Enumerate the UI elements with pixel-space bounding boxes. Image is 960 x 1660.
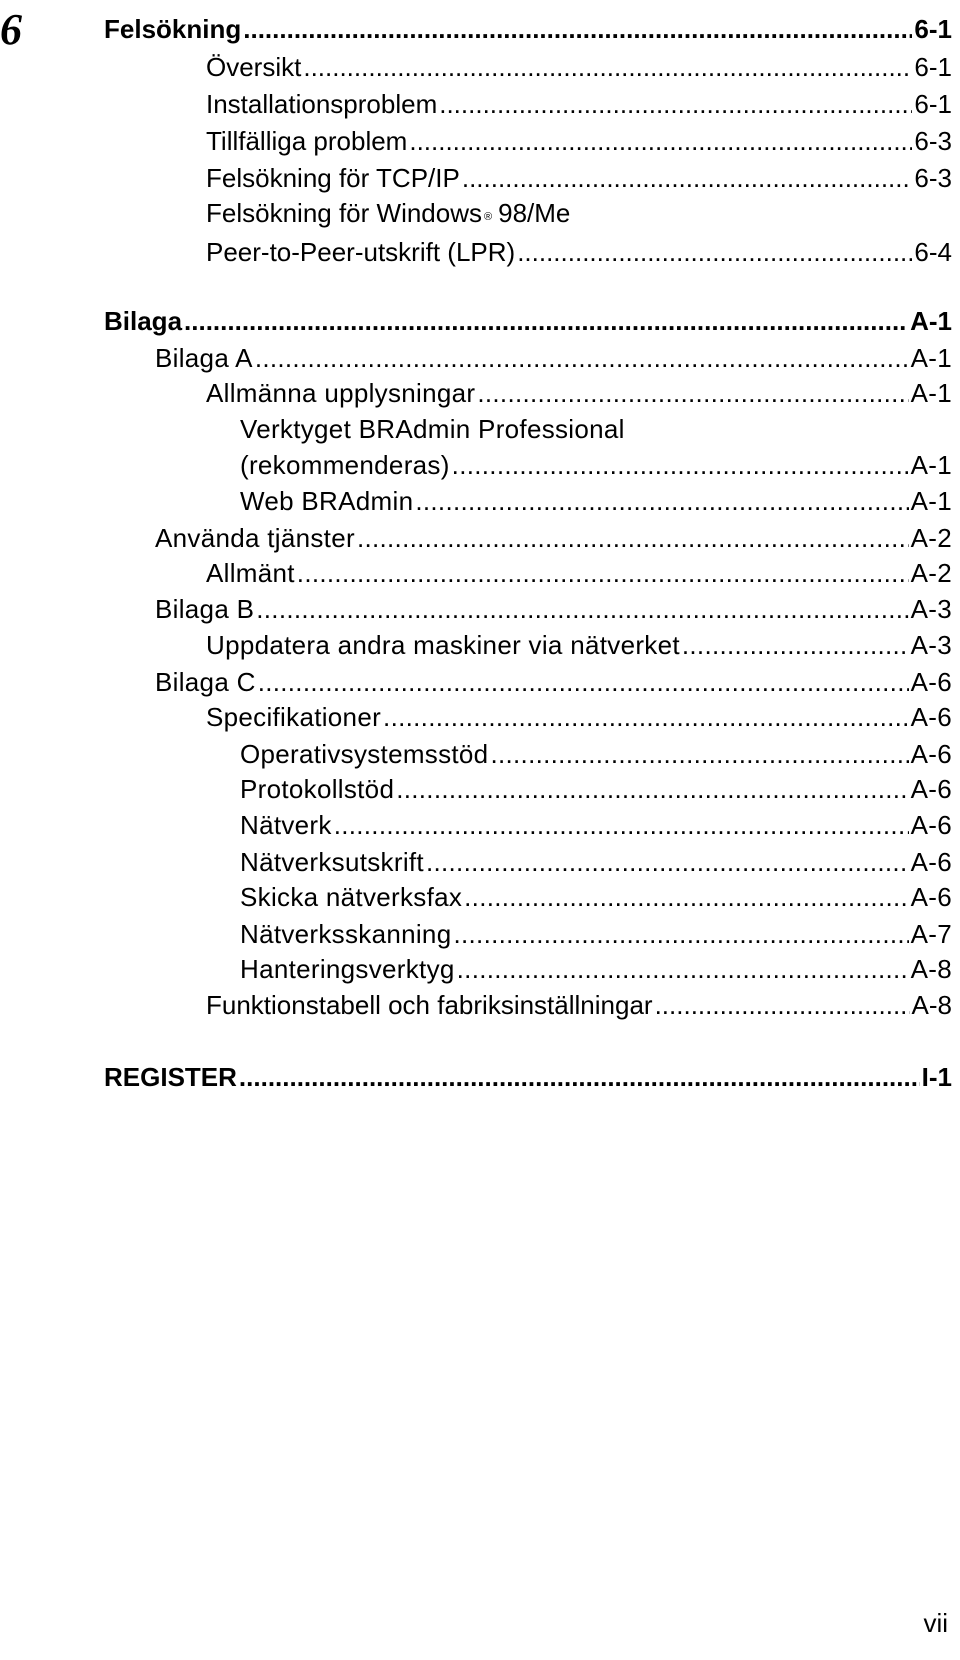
toc-entry-skicka-natverksfax[interactable] [240, 880, 952, 914]
toc-page-number: A-7 [910, 919, 952, 949]
toc-entry-verktyget-line2[interactable] [240, 448, 952, 482]
leader-dots [409, 124, 912, 158]
toc-entry-specifikationer[interactable] [206, 700, 952, 734]
toc-title: Funktionstabell och fabriksinställningar [206, 990, 653, 1020]
toc-page-number: 6-1 [914, 52, 952, 82]
toc-page-number: A-6 [910, 774, 952, 804]
leader-dots [303, 50, 912, 84]
toc-entry-allmant[interactable] [206, 556, 952, 590]
toc-page-number: A-6 [910, 810, 952, 840]
leader-dots [517, 235, 912, 269]
toc-page-number: A-1 [910, 378, 952, 408]
toc-entry-natverk[interactable] [240, 808, 952, 842]
leader-dots [464, 880, 908, 914]
toc-title: Översikt [206, 52, 302, 82]
toc-page-number: A-8 [911, 990, 952, 1020]
leader-dots [415, 484, 908, 518]
leader-dots [256, 592, 908, 626]
toc-page-number: A-6 [910, 739, 952, 769]
toc-title: Hanteringsverktyg [240, 954, 455, 984]
leader-dots [682, 628, 909, 662]
toc-page-number: 6-1 [914, 89, 952, 119]
leader-dots [655, 988, 910, 1022]
toc-title: Nätverk [240, 810, 332, 840]
leader-dots [477, 376, 908, 410]
toc-entry-peer-to-peer[interactable] [206, 235, 952, 269]
chapter-number: 6 [0, 5, 22, 54]
toc-page-number: 6-1 [914, 14, 952, 44]
toc-title: Installationsproblem [206, 89, 438, 119]
leader-dots [239, 1060, 920, 1094]
leader-dots [184, 304, 908, 338]
toc-title: Allmänna upplysningar [206, 378, 476, 408]
toc-page-number: A-6 [910, 702, 952, 732]
toc-entry-windows[interactable] [206, 196, 570, 230]
leader-dots [383, 700, 909, 734]
leader-dots [396, 772, 908, 806]
toc-entry-register[interactable] [104, 1060, 952, 1094]
leader-dots [453, 917, 908, 951]
toc-title: Felsökning [104, 14, 242, 44]
toc-entry-natverksskanning[interactable] [240, 917, 952, 951]
toc-entry-bilaga[interactable] [104, 304, 952, 338]
toc-page-number: A-1 [910, 343, 952, 373]
toc-entry-allmanna-upplysningar[interactable] [206, 376, 952, 410]
leader-dots [426, 845, 909, 879]
toc-entry-bilaga-a[interactable] [155, 341, 952, 375]
leader-dots [243, 12, 912, 46]
toc-page-number: 6-3 [914, 163, 952, 193]
toc-page-number: A-3 [910, 630, 952, 660]
toc-page-number: A-6 [910, 882, 952, 912]
toc-title: Web BRAdmin [240, 486, 414, 516]
toc-entry-bilaga-b[interactable] [155, 592, 952, 626]
toc-title: Uppdatera andra maskiner via nätverket [206, 630, 680, 660]
toc-page-number: A-3 [910, 594, 952, 624]
toc-entry-uppdatera[interactable] [206, 628, 952, 662]
leader-dots [490, 737, 908, 771]
toc-entry-funktionstabell[interactable] [206, 988, 952, 1022]
toc-page-number: A-6 [910, 847, 952, 877]
toc-page-number: 6-3 [914, 126, 952, 156]
toc-title: Skicka nätverksfax [240, 882, 463, 912]
toc-entry-installationsproblem[interactable] [206, 87, 952, 121]
toc-title: Protokollstöd [240, 774, 395, 804]
toc-title: Nätverksutskrift [240, 847, 424, 877]
toc-title: Bilaga A [155, 343, 253, 373]
toc-page-number: A-2 [910, 523, 952, 553]
toc-entry-verktyget-line1[interactable] [240, 412, 625, 446]
leader-dots [452, 448, 909, 482]
toc-page-number: A-6 [910, 667, 952, 697]
toc-entry-hanteringsverktyg[interactable] [240, 952, 952, 986]
toc-title: Specifikationer [206, 702, 382, 732]
toc-title: Felsökning för TCP/IP [206, 163, 460, 193]
toc-entry-felsokning[interactable] [104, 12, 952, 46]
toc-page-number: A-2 [910, 558, 952, 588]
toc-title: Verktyget BRAdmin Professional [240, 414, 625, 444]
toc-title: Använda tjänster [155, 523, 355, 553]
toc-page-number: I-1 [921, 1062, 952, 1092]
leader-dots [357, 521, 909, 555]
leader-dots [462, 161, 913, 195]
toc-entry-anvanda-tjanster[interactable] [155, 521, 952, 555]
toc-entry-natverksutskrift[interactable] [240, 845, 952, 879]
toc-title: Peer-to-Peer-utskrift (LPR) [206, 237, 516, 267]
toc-title: Operativsystemsstöd [240, 739, 489, 769]
toc-title: REGISTER [104, 1062, 237, 1092]
leader-dots [439, 87, 912, 121]
toc-page-number: A-1 [910, 486, 952, 516]
leader-dots [258, 665, 909, 699]
toc-page-number: 6-4 [914, 237, 952, 267]
toc-entry-bilaga-c[interactable] [155, 665, 952, 699]
toc-title: (rekommenderas) [240, 450, 450, 480]
leader-dots [297, 556, 909, 590]
toc-title-suffix: 98/Me [498, 198, 571, 228]
toc-title: Tillfälliga problem [206, 126, 408, 156]
toc-title: Bilaga B [155, 594, 255, 624]
leader-dots [457, 952, 909, 986]
footer-page-number: vii [923, 1608, 948, 1638]
registered-mark: ® [484, 211, 493, 223]
leader-dots [334, 808, 909, 842]
leader-dots [255, 341, 909, 375]
toc-title: Bilaga C [155, 667, 256, 697]
toc-entry-tcpip[interactable] [206, 161, 952, 195]
toc-entry-tillfalliga-problem[interactable] [206, 124, 952, 158]
toc-entry-operativsystemsstod[interactable] [240, 737, 952, 771]
toc-title: Felsökning för Windows [206, 198, 482, 228]
toc-title: Nätverksskanning [240, 919, 452, 949]
toc-page-number: A-8 [910, 954, 952, 984]
toc-entry-web-bradmin[interactable] [240, 484, 952, 518]
toc-title: Allmänt [206, 558, 295, 588]
toc-entry-oversikt[interactable] [206, 50, 952, 84]
toc-page-number: A-1 [910, 306, 952, 336]
toc-title: Bilaga [104, 306, 183, 336]
toc-page-number: A-1 [910, 450, 952, 480]
toc-entry-protokollstod[interactable] [240, 772, 952, 806]
